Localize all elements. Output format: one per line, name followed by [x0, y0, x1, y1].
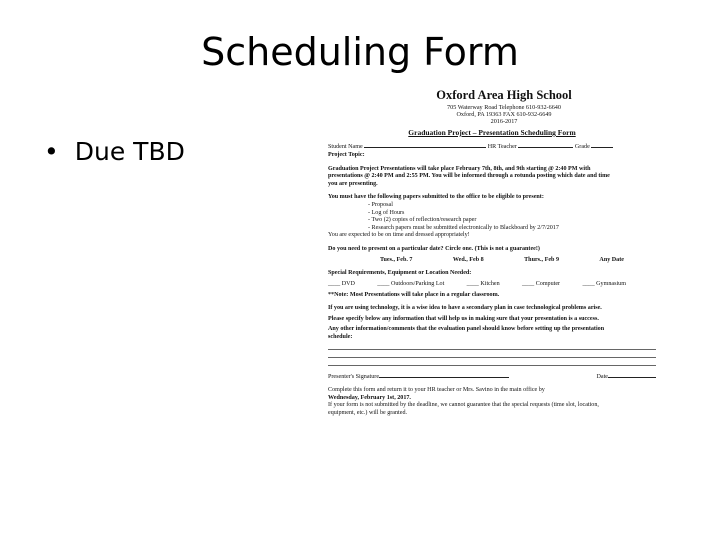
p1-line-3: you are presenting. — [328, 180, 378, 187]
presentation-dates-paragraph — [328, 166, 656, 189]
school-address-2: Oxford, PA 19363 FAX 610-932-6649 — [456, 110, 552, 118]
bullet-text: Due TBD — [74, 137, 185, 166]
deadline-line-1: If your form is not submitted by the deadline, we cannot guarantee that the special requests (time slot, location, — [328, 402, 599, 409]
particular-date-question: Do you need to present on a particular date? Circle one. (This is not a guarantee!) — [328, 246, 540, 253]
school-header — [328, 88, 656, 125]
date-option: Tues., Feb. 7 — [380, 256, 413, 263]
student-info-row — [328, 142, 656, 152]
papers-item: - Proposal — [368, 202, 393, 209]
grade-line — [591, 142, 613, 148]
classroom-note: **Note: Most Presentations will take place in a regular classroom. — [328, 291, 500, 298]
comment-line — [328, 358, 656, 366]
check-option: ____ Computer — [522, 280, 561, 287]
other-info-2: schedule: — [328, 333, 353, 340]
check-option: ____ Outdoors/Parking Lot — [377, 280, 445, 287]
school-name: Oxford Area High School — [436, 88, 572, 102]
bullet-dot-icon: • — [44, 137, 59, 166]
return-instructions — [328, 387, 656, 417]
bullet-item — [44, 137, 185, 166]
scheduling-form-image — [328, 88, 656, 528]
complete-line-1: Complete this form and return it to your HR teacher or Mrs. Savino in the main office by — [328, 387, 545, 394]
other-info-1: Any other information/comments that the evaluation panel should know before setting up the presentation — [328, 326, 605, 333]
student-name-label: Student Name — [328, 144, 363, 151]
signature-row — [328, 372, 656, 382]
technology-note: If you are using technology, it is a wise idea to have a secondary plan in case technological problems arise. — [328, 305, 602, 312]
other-info-line — [328, 326, 656, 341]
school-address-1: 705 Waterway Road Telephone 610-932-6640 — [447, 103, 561, 111]
project-topic-row — [328, 152, 656, 160]
hr-teacher-label: HR Teacher — [487, 144, 517, 151]
equipment-checklist — [328, 281, 656, 289]
student-name-line — [364, 142, 486, 148]
check-option: ____ DVD — [328, 280, 355, 287]
form-title: Graduation Project – Presentation Scheduling Form — [408, 128, 576, 137]
check-option: ____ Gymnasium — [582, 280, 626, 287]
check-option: ____ Kitchen — [466, 280, 500, 287]
comment-line — [328, 342, 656, 350]
deadline-line-2: equipment, etc.) will be granted. — [328, 410, 408, 416]
papers-item: - Two (2) copies of reflection/research paper — [368, 217, 477, 224]
papers-list — [328, 202, 656, 232]
complete-line-2: Wednesday, February 1st, 2017. — [328, 394, 411, 401]
date-options — [328, 257, 656, 265]
comment-line — [328, 350, 656, 358]
papers-footer: You are expected to be on time and dressed appropriately! — [328, 232, 470, 239]
hr-teacher-line — [518, 142, 573, 148]
p1-line-2: presentations @ 2:40 PM and 2:55 PM. You will be informed through a rotunda posting which date and time — [328, 173, 610, 180]
date-option: Wed., Feb 8 — [452, 256, 484, 263]
school-year: 2016-2017 — [490, 117, 518, 125]
project-topic-label: Project Topic: — [328, 151, 365, 158]
signature-line — [379, 372, 509, 378]
date-option: Thurs., Feb 9 — [524, 256, 559, 263]
signature-label: Presenter's Signature — [328, 373, 380, 380]
slide-title: Scheduling Form — [201, 30, 519, 74]
specify-info-line: Please specify below any information that will help us in making sure that your presentation is a success. — [328, 315, 599, 322]
papers-heading: You must have the following papers submitted to the office to be eligible to present: — [328, 194, 544, 201]
date-label: Date — [596, 373, 608, 380]
papers-item: - Log of Hours — [368, 209, 405, 216]
papers-item: - Research papers must be submitted electronically to Blackboard by 2/7/2017 — [368, 224, 559, 231]
grade-label: Grade — [574, 144, 590, 151]
date-line — [608, 372, 656, 378]
p1-line-1: Graduation Project Presentations will take place February 7th, 8th, and 9th starting @ 2:40 PM with — [328, 165, 591, 172]
date-option: Any Date — [599, 256, 624, 263]
special-requirements-heading: Special Requirements, Equipment or Location Needed: — [328, 270, 472, 277]
